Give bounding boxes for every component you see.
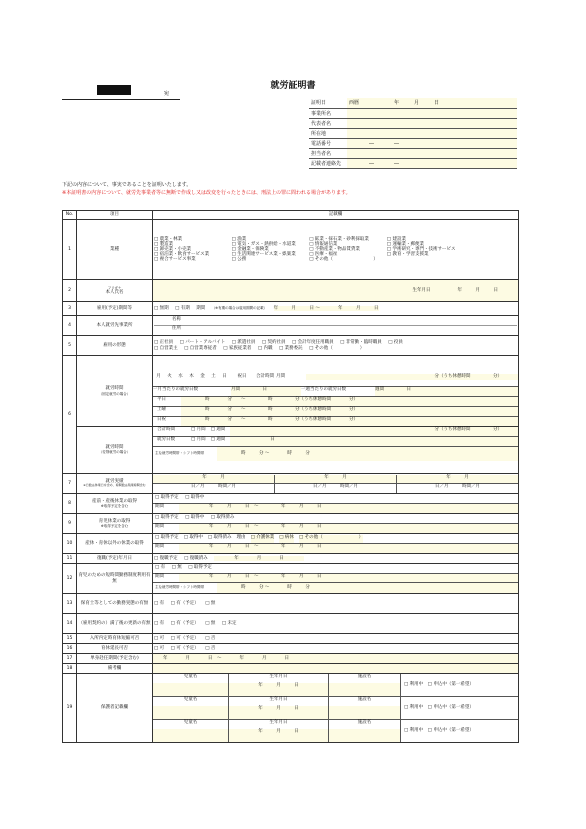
total-time-value[interactable]: 分（うち休憩時間 分） bbox=[230, 427, 518, 436]
checkbox-option[interactable]: □ 取得済み bbox=[210, 514, 235, 520]
issuer-value[interactable]: ― ― bbox=[347, 158, 517, 168]
checkbox-option[interactable]: □ 電気・ガス・熱供給・水道業 bbox=[231, 241, 296, 247]
short-hours-field bbox=[153, 564, 519, 594]
row-label: 育休延長可否 bbox=[77, 644, 153, 654]
facility-input[interactable] bbox=[329, 706, 400, 719]
checkbox-option[interactable]: □ パート・アルバイト bbox=[179, 340, 226, 346]
row-no: 16 bbox=[63, 644, 77, 654]
child-name-input[interactable] bbox=[153, 706, 228, 719]
row-label: 保護者記載欄 bbox=[77, 674, 153, 743]
industry-options bbox=[153, 220, 519, 280]
row-label: 復職(予定)年月日 bbox=[77, 554, 153, 564]
variable-hours-label: 就労時間 bbox=[105, 444, 124, 450]
row-no: 1 bbox=[63, 220, 77, 280]
child-birth-input[interactable]: 年 月 日 bbox=[229, 683, 328, 696]
checkbox-option[interactable]: □ 派遣社員 bbox=[231, 340, 256, 346]
row-label: 本人就労先事業所 bbox=[77, 316, 153, 336]
row-no: 8 bbox=[63, 494, 77, 514]
record-month[interactable]: 年 月 bbox=[275, 475, 397, 483]
monthly-days-value[interactable]: 月間 日 bbox=[231, 387, 301, 396]
work-record-label: 就労実績 bbox=[105, 479, 124, 485]
checkbox-option[interactable]: □ 未定 bbox=[221, 620, 237, 626]
checkbox-option[interactable]: □ 建設業 bbox=[386, 236, 406, 242]
facility-status[interactable]: □ 利用中 □ 申込中（第一希望） bbox=[404, 682, 474, 688]
child-birth-label: 生年月日 bbox=[269, 674, 288, 679]
checkbox-option[interactable]: □ 取得中 bbox=[183, 534, 203, 540]
child-birth-input[interactable]: 年 月 日 bbox=[229, 706, 328, 719]
child-birth-input[interactable]: 年 月 日 bbox=[229, 729, 328, 742]
checkbox-option[interactable]: □ 有（予定） bbox=[170, 600, 199, 606]
checkbox-option[interactable]: □ 取得予定 bbox=[155, 494, 179, 500]
row-label: 雇用の形態 bbox=[77, 336, 153, 356]
row-solo-assignment bbox=[63, 654, 519, 664]
honorific: 宛 bbox=[164, 91, 170, 97]
period-note: （※有期の場合は雇用期間の記載） bbox=[211, 305, 268, 310]
period-label: 期間 bbox=[155, 503, 164, 509]
child-birth-label: 生年月日 bbox=[269, 697, 288, 702]
checkbox-option[interactable]: □ 運輸業・郵便業 bbox=[386, 241, 424, 247]
facility-input[interactable] bbox=[329, 683, 400, 696]
row-label bbox=[77, 514, 153, 534]
row-contract-renewal bbox=[63, 614, 519, 634]
row-guardian bbox=[63, 674, 519, 743]
issuer-label: 証明日 bbox=[309, 98, 347, 108]
checkbox-option[interactable]: □ 正社員 bbox=[154, 340, 174, 346]
weekday-label: 平日 bbox=[157, 396, 166, 402]
row-no: 4 bbox=[63, 316, 77, 336]
warning-text: ※本証明書の内容について、就労先事業者等に無断で作成し又は改変を行ったときには、刑法上の罪に問われる場合があります。 bbox=[62, 190, 351, 196]
period-range[interactable]: 年 月 日 〜 年 月 日 bbox=[179, 524, 518, 533]
period-range[interactable]: 年 月 日 〜 年 月 日 bbox=[179, 574, 518, 582]
weekly-days-label: 一週当たりの就労日数 bbox=[301, 386, 346, 392]
period-label: 期間 bbox=[155, 523, 164, 529]
issuer-value[interactable] bbox=[347, 148, 517, 158]
header-item: 項目 bbox=[77, 211, 153, 220]
row-no: 5 bbox=[63, 336, 77, 356]
monthly-days-label: 一月当たりの就労日数 bbox=[153, 386, 198, 392]
checkbox-option[interactable]: □ 否 bbox=[205, 635, 216, 641]
checkbox-option[interactable]: □ 無 bbox=[205, 600, 216, 606]
row-label: （雇用契約の）満了後の更新の有無 bbox=[77, 614, 153, 634]
name-field[interactable] bbox=[153, 280, 519, 302]
checkbox-option[interactable]: □ 有 bbox=[155, 564, 166, 570]
row-label bbox=[77, 356, 153, 474]
checkbox-option[interactable]: □ 可（予定） bbox=[170, 645, 199, 651]
issuer-label: 事業所名 bbox=[309, 108, 347, 118]
workplace-address-row[interactable] bbox=[154, 326, 517, 335]
checkbox-option[interactable]: □ 否 bbox=[205, 645, 216, 651]
period-label: 期間 bbox=[155, 543, 164, 549]
child-name-label: 児童名 bbox=[183, 720, 198, 725]
total-hours-label: 合計時間 bbox=[256, 374, 274, 380]
issuer-row bbox=[309, 148, 517, 158]
monthly-breaks[interactable]: 分（うち休憩時間 分） bbox=[306, 374, 518, 379]
employment-period-field bbox=[153, 302, 519, 316]
day-fri[interactable]: 金 bbox=[200, 374, 205, 380]
checkbox-option[interactable]: □ 取得予定 bbox=[155, 534, 179, 540]
issuer-row bbox=[309, 128, 517, 138]
issuer-row bbox=[309, 138, 517, 148]
childcare-sub: ※取得予定を含む bbox=[100, 524, 129, 529]
row-label bbox=[77, 280, 153, 302]
checkbox-option[interactable]: □ 週間 bbox=[210, 426, 226, 432]
issuer-label: 担当者名 bbox=[309, 148, 347, 158]
checkbox-option[interactable]: □ 無 bbox=[171, 564, 182, 570]
work-days-value[interactable]: 日 bbox=[230, 437, 518, 446]
record-month[interactable]: 年 月 bbox=[153, 475, 275, 483]
header-no: No. bbox=[63, 211, 77, 220]
checkbox-option[interactable]: □ 不動産業・物品賃貸業 bbox=[309, 246, 360, 252]
row-leave-extension bbox=[63, 644, 519, 654]
checkbox-option[interactable]: □ 内職 bbox=[257, 345, 273, 351]
row-no: 7 bbox=[63, 474, 77, 494]
maternity-label: 産前・産後休業の取得 bbox=[92, 498, 137, 504]
checkbox-option[interactable]: □ 卸売業・小売業 bbox=[154, 246, 192, 252]
return-date-value[interactable]: 年 月 日 bbox=[214, 556, 304, 561]
checkbox-option[interactable]: □ 取得中 bbox=[185, 494, 205, 500]
checkbox-option[interactable]: □ 公務 bbox=[231, 257, 247, 263]
row-label: 産休・育休以外の休業の取得 bbox=[77, 534, 153, 554]
row-childcare-leave bbox=[63, 514, 519, 534]
facility-input[interactable] bbox=[329, 729, 400, 742]
row-childcare-worker bbox=[63, 594, 519, 614]
checkbox-option[interactable]: □ その他（ ） bbox=[309, 257, 378, 263]
checkbox-option[interactable]: □ 漁業 bbox=[231, 236, 247, 242]
child-name-input[interactable] bbox=[153, 683, 228, 696]
childcare-field bbox=[153, 514, 519, 534]
issuer-value[interactable] bbox=[347, 108, 517, 118]
checkbox-option[interactable]: □ 月間 bbox=[191, 426, 206, 432]
workplace-name-row[interactable] bbox=[154, 317, 517, 326]
row-work-record bbox=[63, 474, 519, 494]
facility-label: 施設名 bbox=[357, 674, 372, 679]
return-date-field bbox=[153, 554, 519, 564]
table-header bbox=[63, 211, 519, 220]
checkbox-option[interactable]: □ 役員 bbox=[388, 340, 403, 346]
checkbox-option[interactable]: □ 有期 bbox=[175, 305, 190, 311]
day-thu[interactable]: 木 bbox=[189, 374, 194, 380]
checkbox-option[interactable]: □ 有 bbox=[154, 620, 165, 626]
issuer-row bbox=[309, 158, 517, 168]
checkbox-option[interactable]: □ 取得済み bbox=[207, 534, 232, 540]
workplace-name-label: 名称 bbox=[172, 316, 181, 322]
day-mon[interactable]: 月 bbox=[156, 374, 161, 380]
row-no: 6 bbox=[63, 356, 77, 474]
main-time-label: 主な就労時間帯・シフト時間帯 bbox=[155, 584, 204, 589]
row-no: 15 bbox=[63, 634, 77, 644]
row-employment-period bbox=[63, 302, 519, 316]
row-label bbox=[77, 494, 153, 514]
row-no: 18 bbox=[63, 664, 77, 674]
document-title: 就労証明書 bbox=[270, 81, 316, 91]
checkbox-option[interactable]: □ 有（予定） bbox=[170, 620, 199, 626]
period-range[interactable]: 年 月 日 〜 年 月 日 bbox=[179, 544, 518, 553]
guardian-field bbox=[153, 674, 519, 743]
furigana-label: フリガナ bbox=[107, 285, 122, 290]
issuer-value[interactable] bbox=[347, 118, 517, 128]
checkbox-option[interactable]: □ 無期 bbox=[154, 305, 169, 311]
row-no: 19 bbox=[63, 674, 77, 743]
fixed-hours-sub: （固定就労の場合） bbox=[98, 391, 131, 396]
main-time-value[interactable]: 時 分 〜 時 分 bbox=[217, 447, 518, 461]
checkbox-option[interactable]: □ 病休 bbox=[279, 535, 294, 543]
day-tue[interactable]: 火 bbox=[167, 374, 172, 380]
row-working-hours bbox=[63, 356, 519, 474]
work-record-field bbox=[153, 474, 519, 494]
row-maternity-leave bbox=[63, 494, 519, 514]
checkbox-option[interactable]: □ 自営業主 bbox=[154, 345, 178, 351]
checkbox-option[interactable]: □ 可 bbox=[154, 635, 165, 641]
work-days-label: 就労日数 bbox=[157, 436, 175, 442]
checkbox-option[interactable]: □ 製造業 bbox=[154, 241, 174, 247]
sunday-label: 日祝 bbox=[157, 416, 166, 422]
header-content: 記載欄 bbox=[153, 211, 519, 220]
checkbox-option[interactable]: □ 宿泊業・飲食サービス業 bbox=[154, 252, 210, 258]
saturday-label: 土曜 bbox=[157, 406, 166, 412]
row-label bbox=[77, 474, 153, 494]
period-range[interactable]: 年 月 日 〜 年 月 日 bbox=[179, 504, 518, 513]
row-short-hours bbox=[63, 564, 519, 594]
sunday-time[interactable]: 時 分 〜 時 分（うち休憩時間 分） bbox=[181, 417, 518, 426]
variable-hours-sub: （変則就労の場合） bbox=[98, 450, 131, 455]
issuer-row bbox=[309, 108, 517, 118]
period-label: 期間 bbox=[155, 573, 164, 579]
issuer-table bbox=[309, 98, 517, 169]
checkbox-option[interactable]: □ 業務委託 bbox=[279, 345, 303, 351]
checkbox-option[interactable]: □ 取得予定 bbox=[155, 514, 179, 520]
record-days-hours[interactable]: 日／月 時間／月 bbox=[435, 483, 480, 489]
monthly-label: 月間 bbox=[276, 374, 285, 380]
record-days-hours[interactable]: 日／月 時間／月 bbox=[153, 484, 275, 493]
child-name-input[interactable] bbox=[153, 729, 228, 742]
employment-type-options bbox=[153, 336, 519, 356]
row-label: 単身赴任期間(予定含む) bbox=[77, 654, 153, 664]
row-label: 業種 bbox=[77, 220, 153, 280]
issuer-label: 記載者連絡先 bbox=[309, 158, 347, 168]
weekday-time[interactable]: 時 分 〜 時 分（うち休憩時間 分） bbox=[181, 397, 518, 406]
main-table bbox=[62, 210, 519, 743]
facility-label: 施設名 bbox=[357, 697, 372, 702]
checkbox-option[interactable]: □ 複合サービス事業 bbox=[154, 257, 196, 263]
checkbox-option[interactable]: □ 無 bbox=[205, 620, 216, 626]
issuer-label: 所在地 bbox=[309, 128, 347, 138]
checkbox-option[interactable]: □ 鉱業・採石業・砂利採取業 bbox=[309, 236, 369, 242]
checkbox-option[interactable]: □ 復職済み bbox=[184, 555, 208, 561]
checkbox-option[interactable]: □ 月間 bbox=[191, 436, 206, 442]
leave-extension-options bbox=[153, 644, 519, 654]
row-no: 3 bbox=[63, 302, 77, 316]
checkbox-option[interactable]: □ 会計年度任用職員 bbox=[292, 340, 334, 346]
issuer-row bbox=[309, 118, 517, 128]
row-remarks bbox=[63, 664, 519, 674]
row-employment-type bbox=[63, 336, 519, 356]
childcare-worker-options bbox=[153, 594, 519, 614]
row-label: 備考欄 bbox=[77, 664, 153, 674]
checkbox-option[interactable]: □ 週間 bbox=[210, 436, 226, 442]
row-no: 12 bbox=[63, 564, 77, 594]
row-name bbox=[63, 280, 519, 302]
contract-renewal-options bbox=[153, 614, 519, 634]
row-no: 10 bbox=[63, 534, 77, 554]
row-no: 13 bbox=[63, 594, 77, 614]
child-birth-label: 生年月日 bbox=[269, 720, 288, 725]
row-no: 9 bbox=[63, 514, 77, 534]
row-leave-shortening bbox=[63, 634, 519, 644]
checkbox-option[interactable]: □ 生活関連サービス業・娯楽業 bbox=[231, 252, 296, 258]
name-label: 本人氏名 bbox=[105, 289, 124, 295]
checkbox-option[interactable]: □ その他（ ） bbox=[299, 535, 363, 543]
weekly-days-value[interactable]: 週間 日 bbox=[375, 387, 518, 396]
row-label: 入所内定時育休短縮可否 bbox=[77, 634, 153, 644]
period-label: 期間 bbox=[196, 305, 206, 311]
checkbox-option[interactable]: □ 有 bbox=[154, 600, 165, 606]
fixed-hours-label: 就労時間 bbox=[105, 386, 124, 392]
checkbox-option[interactable]: □ 可 bbox=[154, 645, 165, 651]
maternity-field bbox=[153, 494, 519, 514]
checkbox-option[interactable]: □ 自営業専従者 bbox=[184, 345, 217, 351]
main-time-label: 主な就労時間帯・シフト時間帯 bbox=[155, 450, 204, 455]
issuer-value[interactable]: ― ― bbox=[347, 138, 517, 148]
row-no: 2 bbox=[63, 280, 77, 302]
issuer-row bbox=[309, 98, 517, 108]
day-sat[interactable]: 土 bbox=[211, 374, 216, 380]
facility-label: 施設名 bbox=[357, 720, 372, 725]
record-days-hours[interactable]: 日／月 時間／月 bbox=[275, 484, 397, 493]
day-sun[interactable]: 日 bbox=[222, 374, 227, 380]
reason-label: 理由 bbox=[236, 534, 246, 540]
row-no: 17 bbox=[63, 654, 77, 664]
child-name-label: 児童名 bbox=[183, 674, 198, 679]
checkbox-option[interactable]: □ 農業・林業 bbox=[154, 236, 183, 242]
day-holiday[interactable]: 祝日 bbox=[237, 374, 247, 380]
solo-assignment-range[interactable]: 年 月 日 〜 年 月 日 bbox=[153, 654, 519, 664]
checkbox-option[interactable]: □ 取得中 bbox=[185, 514, 205, 520]
checkbox-option[interactable]: □ 学術研究・専門・技術サービス bbox=[386, 246, 456, 252]
working-hours-field bbox=[153, 356, 519, 474]
issuer-value[interactable]: 西暦 年 月 日 bbox=[347, 98, 517, 108]
issuer-label: 代表者名 bbox=[309, 118, 347, 128]
facility-status[interactable]: □ 利用中 □ 申込中（第一希望） bbox=[404, 705, 474, 711]
work-record-sub: ※日数は休業日を含め、時間数は残業時間含む bbox=[83, 483, 146, 488]
period-range[interactable]: 年 月 日 〜 年 月 日 bbox=[273, 305, 379, 311]
checkbox-option[interactable]: □ 家族従業者 bbox=[223, 345, 252, 351]
checkbox-option[interactable]: □ 復職予定 bbox=[154, 555, 178, 561]
checkbox-option[interactable]: □ 医療・福祉 bbox=[309, 252, 338, 258]
checkbox-option[interactable]: □ 非常勤・臨時職員 bbox=[340, 340, 382, 346]
maternity-sub: ※取得予定を含む bbox=[100, 504, 129, 509]
remarks-field[interactable] bbox=[153, 664, 519, 674]
row-no: 14 bbox=[63, 614, 77, 634]
checkbox-option[interactable]: □ 教育・学習支援業 bbox=[386, 252, 429, 258]
row-no: 11 bbox=[63, 554, 77, 564]
issuer-value[interactable] bbox=[347, 128, 517, 138]
leave-shortening-options bbox=[153, 634, 519, 644]
childcare-label: 育児休業の取得 bbox=[98, 518, 131, 524]
other-leave-field bbox=[153, 534, 519, 554]
checkbox-option[interactable]: □ 情報通信業 bbox=[309, 241, 338, 247]
checkbox-option[interactable]: □ 取得予定 bbox=[188, 564, 212, 570]
workplace-field bbox=[153, 316, 519, 336]
row-workplace bbox=[63, 316, 519, 336]
checkbox-option[interactable]: □ 契約社員 bbox=[261, 340, 286, 346]
child-name-label: 児童名 bbox=[183, 697, 198, 702]
checkbox-option[interactable]: □ 介護休業 bbox=[251, 535, 275, 543]
total-time-label: 合計時間 bbox=[157, 426, 175, 432]
checkbox-option[interactable]: □ その他（ ） bbox=[309, 345, 365, 351]
intro-text: 下記の内容について、事実であることを証明いたします。 bbox=[62, 182, 192, 188]
issuer-label: 電話番号 bbox=[309, 138, 347, 148]
main-time-value[interactable]: 時 分 〜 時 分 bbox=[217, 583, 518, 593]
row-return-date bbox=[63, 554, 519, 564]
redacted-block bbox=[97, 85, 131, 95]
row-label: 育児のための短時間勤務制度利用有無 bbox=[77, 564, 153, 594]
workplace-address-label: 住所 bbox=[172, 325, 181, 331]
row-label: 雇用(予定)期間等 bbox=[77, 302, 153, 316]
birth-date: 生年月日 年 月 日 bbox=[412, 287, 498, 293]
row-other-leave bbox=[63, 534, 519, 554]
checkbox-option[interactable]: □ 可（予定） bbox=[170, 635, 199, 641]
row-label: 保育士等としての勤務実態の有無 bbox=[77, 594, 153, 614]
record-month[interactable]: 年 月 bbox=[397, 475, 518, 483]
day-wed[interactable]: 水 bbox=[178, 374, 183, 380]
row-industry bbox=[63, 220, 519, 280]
facility-status[interactable]: □ 利用中 □ 申込中（第一希望） bbox=[404, 728, 474, 734]
saturday-time[interactable]: 時 分 〜 時 分（うち休憩時間 分） bbox=[181, 407, 518, 416]
checkbox-option[interactable]: □ 金融業・保険業 bbox=[231, 246, 269, 252]
